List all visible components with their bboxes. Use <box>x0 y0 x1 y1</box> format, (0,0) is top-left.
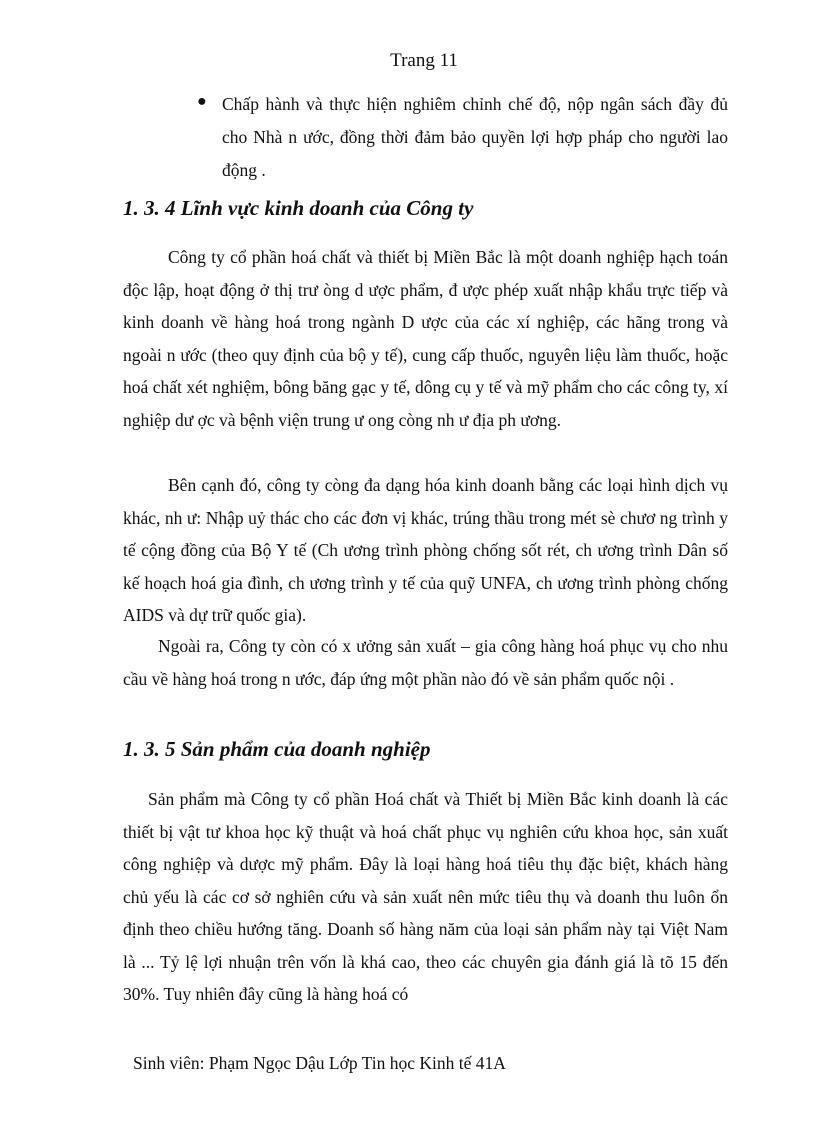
section-heading-1-3-5: 1. 3. 5 Sản phẩm của doanh nghiệp <box>123 737 431 761</box>
page-number: Trang 11 <box>390 50 458 71</box>
bullet-icon: ● <box>197 93 207 110</box>
bullet-item: Chấp hành và thực hiện nghiêm chỉnh chế độ, nộp ngân sách đầy đủ cho Nhà n ước, đồng thời đảm bảo quyền lợi hợp pháp cho người lao động . <box>222 94 728 180</box>
page-footer: Sinh viên: Phạm Ngọc Dậu Lớp Tin học Kinh tế 41A <box>133 1053 506 1073</box>
paragraph-production-workshop: Ngoài ra, Công ty còn có x ưởng sản xuất – gia công hàng hoá phục vụ cho nhu cầu về hàng hoá trong n ước, đáp ứng một phần nào đó về sản phẩm quốc nội . <box>123 636 728 689</box>
paragraph-diversification: Bên cạnh đó, công ty còng đa dạng hóa kinh doanh bằng các loại hình dịch vụ khác, nh ư: Nhập uỷ thác cho các đơn vị khác, trúng thầu trong mét sè chươ ng trình y tế cộng đồng của Bộ Y tế (Ch ương trình phòng chống sốt rét, ch ương trình Dân số kế hoạch hoá gia đình, ch ương trình y tế của quỹ UNFA, ch ương trình phòng chống AIDS và dự trữ quốc gia). <box>123 475 728 625</box>
paragraph-products: Sản phẩm mà Công ty cổ phần Hoá chất và Thiết bị Miền Bắc kinh doanh là các thiết bị vật tư khoa học kỹ thuật và hoá chất phục vụ nghiên cứu khoa học, sản xuất công nghiệp và dược mỹ phẩm. Đây là loại hàng hoá tiêu thụ đặc biệt, khách hàng chủ yếu là các cơ sở nghiên cứu và sản xuất nên mức tiêu thụ và doanh thu luôn ổn định theo chiều hướng tăng. Doanh số hàng năm của loại sản phẩm này tại Việt Nam là ... Tỷ lệ lợi nhuận trên vốn là khá cao, theo các chuyên gia đánh giá là tõ 15 đến 30%. Tuy nhiên đây cũng là hàng hoá có <box>123 789 728 1004</box>
paragraph-business-scope: Công ty cổ phần hoá chất và thiết bị Miền Bắc là một doanh nghiệp hạch toán độc lập, hoạt động ở thị trư òng d ược phẩm, đ ược phép xuất nhập khẩu trực tiếp và kinh doanh về hàng hoá trong ngành D ược của các xí nghiệp, các hãng trong và ngoài n ước (theo quy định của bộ y tế), cung cấp thuốc, nguyên liệu làm thuốc, hoặc hoá chất xét nghiệm, bông băng gạc y tế, dông cụ y tế và mỹ phẩm cho các công ty, xí nghiệp dư ợc và bệnh viện trung ư ong còng nh ư địa ph ương. <box>123 247 728 430</box>
section-heading-1-3-4: 1. 3. 4 Lĩnh vực kinh doanh của Công ty <box>123 196 474 220</box>
